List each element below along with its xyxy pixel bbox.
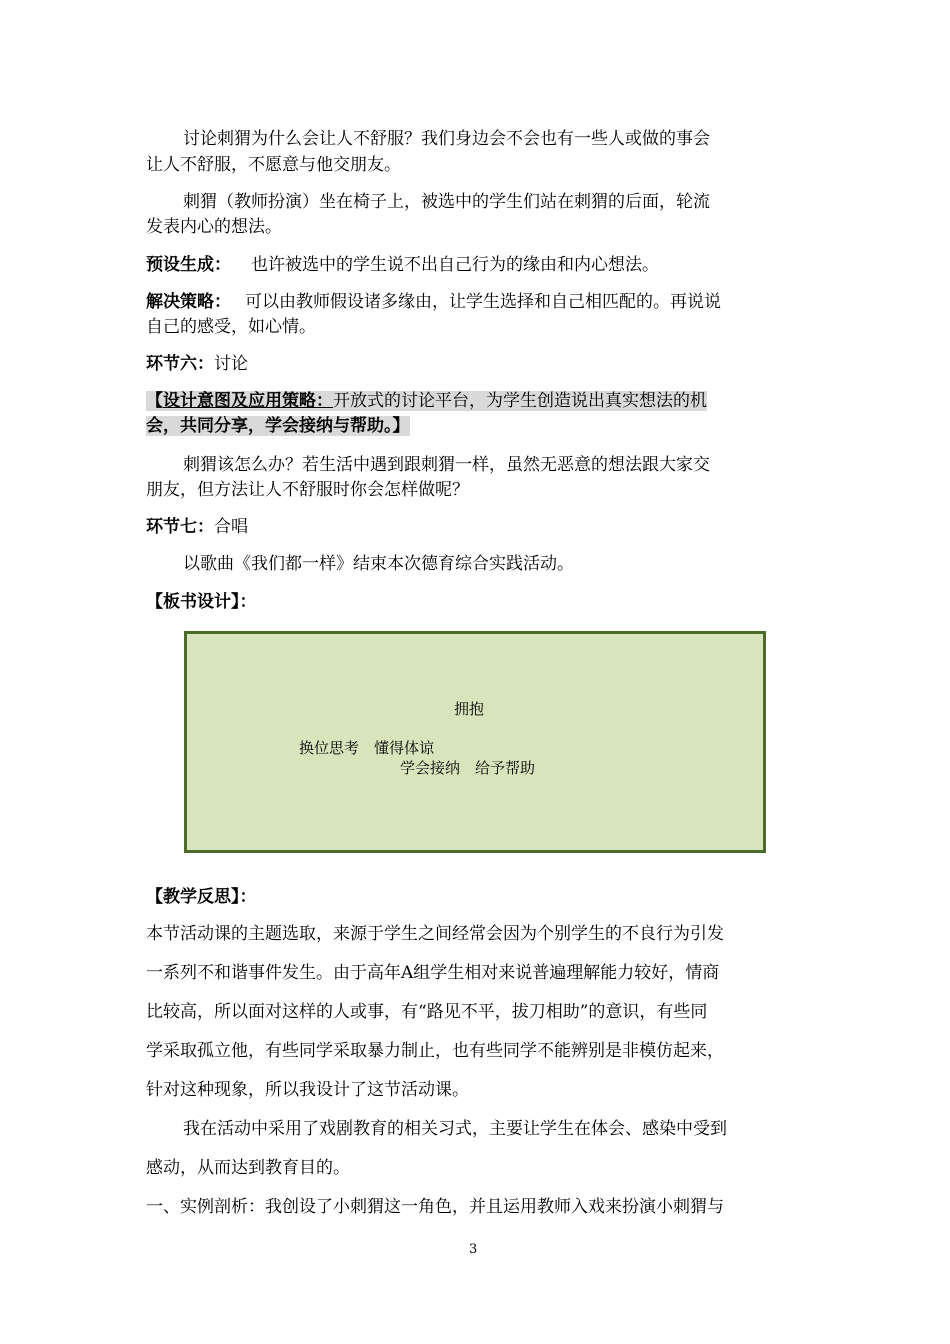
board-line: 换位思考 懂得体谅	[299, 739, 435, 757]
section-six-heading	[146, 351, 248, 377]
paragraph-line: 发表内心的想法。	[146, 217, 282, 237]
paragraph-line: 刺猬（教师扮演）坐在椅子上，被选中的学生们站在刺猬的后面，轮流	[183, 192, 710, 212]
design-label: 设计意图及应用策略：	[163, 391, 333, 411]
reflection-line: 本节活动课的主题选取，来源于学生之间经常会因为个别学生的不良行为引发	[146, 924, 724, 944]
design-intent-line	[146, 388, 707, 414]
preset-paragraph	[146, 252, 659, 278]
paragraph-line: 以歌曲《我们都一样》结束本次德育综合实践活动。	[183, 554, 574, 574]
reflection-heading: 【教学反思】：	[146, 887, 257, 907]
design-intent-line	[146, 413, 410, 439]
board-design-heading: 【板书设计】：	[146, 592, 257, 612]
solution-label: 解决策略：	[146, 292, 231, 312]
paragraph-line: 自己的感受，如心情。	[146, 317, 316, 337]
reflection-line: 感动，从而达到教育目的。	[146, 1158, 350, 1178]
section-text: 合唱	[214, 517, 248, 537]
paragraph-line: 让人不舒服，不愿意与他交朋友。	[146, 155, 401, 175]
design-open-bracket: 【	[146, 391, 163, 411]
paragraph-line: 讨论刺猬为什么会让人不舒服？我们身边会不会也有一些人或做的事会	[183, 129, 710, 149]
reflection-line: 一系列不和谐事件发生。由于高年A组学生相对来说普遍理解能力较好，情商	[146, 963, 720, 983]
design-text: 开放式的讨论平台，为学生创造说出真实想法的机	[333, 391, 707, 411]
board-title: 拥抱	[454, 700, 485, 718]
reflection-line: 我在活动中采用了戏剧教育的相关习式，主要让学生在体会、感染中受到	[183, 1119, 727, 1139]
solution-paragraph	[146, 289, 721, 315]
board-line: 学会接纳 给予帮助	[400, 759, 536, 777]
paragraph-line: 朋友，但方法让人不舒服时你会怎样做呢？	[146, 480, 469, 500]
reflection-line: 针对这种现象，所以我设计了这节活动课。	[146, 1080, 469, 1100]
solution-text: 可以由教师假设诸多缘由，让学生选择和自己相匹配的。再说说	[245, 292, 721, 312]
section-label: 环节六：	[146, 354, 214, 374]
reflection-line: 比较高，所以面对这样的人或事，有“路见不平，拔刀相助”的意识，有些同	[146, 1002, 708, 1022]
section-label: 环节七：	[146, 517, 214, 537]
section-text: 讨论	[214, 354, 248, 374]
preset-text: 也许被选中的学生说不出自己行为的缘由和内心想法。	[251, 255, 659, 275]
page-number: 3	[469, 1242, 478, 1257]
design-text-2: 会，共同分享，学会接纳与帮助。】	[146, 416, 410, 436]
paragraph-line: 刺猬该怎么办？若生活中遇到跟刺猬一样，虽然无恶意的想法跟大家交	[183, 455, 710, 475]
reflection-line: 学采取孤立他，有些同学采取暴力制止，也有些同学不能辨别是非模仿起来，	[146, 1041, 724, 1061]
reflection-line: 一、实例剖析：我创设了小刺猬这一角色，并且运用教师入戏来扮演小刺猬与	[146, 1197, 724, 1217]
section-seven-heading	[146, 514, 248, 540]
blackboard-design-box	[184, 631, 766, 853]
preset-label: 预设生成：	[146, 255, 231, 275]
